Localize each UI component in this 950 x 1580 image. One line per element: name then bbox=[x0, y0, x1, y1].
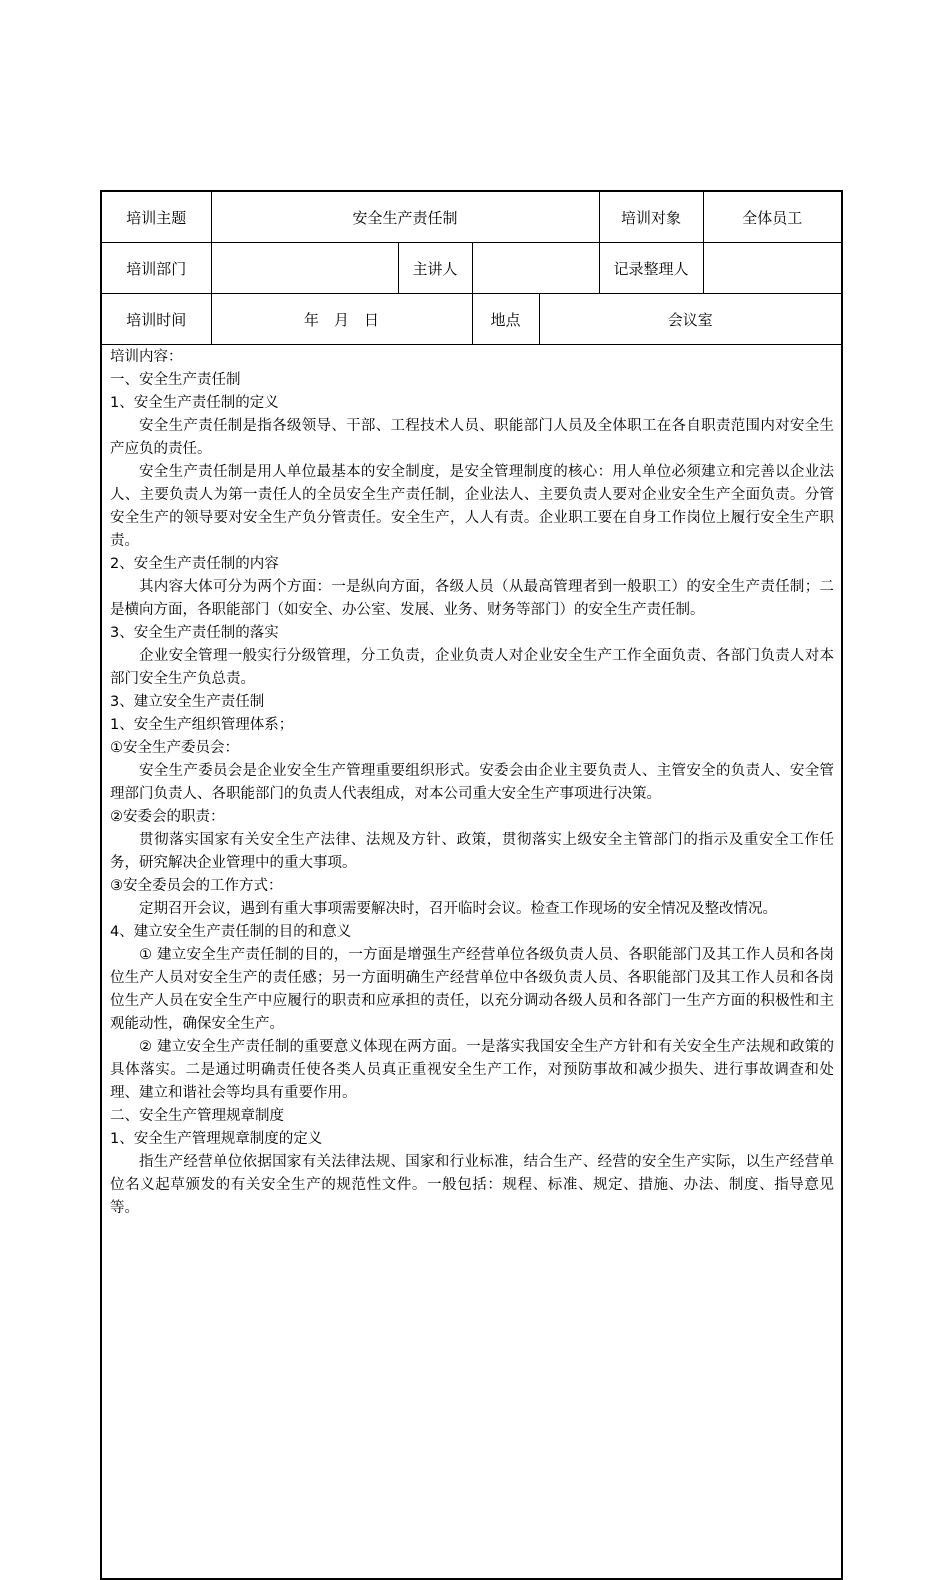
dept-value bbox=[211, 243, 398, 294]
header-row-time bbox=[102, 294, 841, 345]
paragraph: ② 建立安全生产责任制的重要意义体现在两方面。一是落实我国安全生产方针和有关安全生产法规和政策的具体落实。二是通过明确责任使各类人员真正重视安全生产工作，对预防事故和减少损失、进行事故调查和处理、建立和谐社会等均具有重要作用。 bbox=[110, 1039, 834, 1101]
paragraph: 定期召开会议，遇到有重大事项需要解决时，召开临时会议。检查工作现场的安全情况及整改情况。 bbox=[139, 901, 777, 917]
subsection-heading: 4、建立安全生产责任制的目的和意义 bbox=[110, 924, 352, 940]
paragraph: 企业安全管理一般实行分级管理，分工负责，企业负责人对企业安全生产工作全面负责、各部门负责人对本部门安全生产负总责。 bbox=[110, 648, 834, 687]
time-value: 年 月 日 bbox=[211, 294, 472, 345]
audience-label: 培训对象 bbox=[599, 192, 703, 243]
paragraph: 安全生产责任制是用人单位最基本的安全制度，是安全管理制度的核心：用人单位必须建立和完善以企业法人、主要负责人为第一责任人的全员安全生产责任制，企业法人、主要负责人要对企业安全生产全面负责。分管安全生产的领导要对安全生产负分管责任。安全生产，人人有责。企业职工要在自身工作岗位上履行安全生产职责。 bbox=[110, 464, 834, 549]
topic-value: 安全生产责任制 bbox=[211, 192, 599, 243]
section-heading: 一、安全生产责任制 bbox=[110, 372, 241, 388]
paragraph: 贯彻落实国家有关安全生产法律、法规及方针、政策，贯彻落实上级安全主管部门的指示及重安全工作任务，研究解决企业管理中的重大事项。 bbox=[110, 832, 834, 871]
section-heading: 二、安全生产管理规章制度 bbox=[110, 1108, 284, 1124]
content-heading: 培训内容： bbox=[110, 349, 183, 365]
recorder-label: 记录整理人 bbox=[599, 243, 703, 294]
training-content bbox=[110, 346, 834, 1220]
place-value: 会议室 bbox=[539, 294, 841, 345]
list-item-heading: ①安全生产委员会： bbox=[110, 740, 239, 756]
topic-label: 培训主题 bbox=[102, 192, 211, 243]
speaker-label: 主讲人 bbox=[398, 243, 472, 294]
audience-value: 全体员工 bbox=[703, 192, 841, 243]
speaker-value bbox=[472, 243, 599, 294]
dept-label: 培训部门 bbox=[102, 243, 211, 294]
recorder-value bbox=[703, 243, 841, 294]
subsection-heading: 3、建立安全生产责任制 bbox=[110, 694, 265, 710]
paragraph: ① 建立安全生产责任制的目的，一方面是增强生产经营单位各级负责人员、各职能部门及其工作人员和各岗位生产人员对安全生产的责任感；另一方面明确生产经营单位中各级负责人员、各职能部门及其工作人员和各岗位生产人员在安全生产中应履行的职责和应承担的责任，以充分调动各级人员和各部门一生产方面的积极性和主观能动性，确保安全生产。 bbox=[110, 947, 834, 1032]
header-row-dept bbox=[102, 243, 841, 294]
header-table bbox=[102, 192, 841, 345]
paragraph: 安全生产委员会是企业安全生产管理重要组织形式。安委会由企业主要负责人、主管安全的负责人、安全管理部门负责人、各职能部门的负责人代表组成，对本公司重大安全生产事项进行决策。 bbox=[110, 763, 834, 802]
subsection-heading: 1、安全生产管理规章制度的定义 bbox=[110, 1131, 323, 1147]
time-label: 培训时间 bbox=[102, 294, 211, 345]
place-label: 地点 bbox=[472, 294, 539, 345]
training-record-form bbox=[100, 190, 843, 1580]
subsection-heading: 1、安全生产组织管理体系； bbox=[110, 717, 294, 733]
subsection-heading: 3、安全生产责任制的落实 bbox=[110, 625, 279, 641]
header-row-topic bbox=[102, 192, 841, 243]
paragraph: 安全生产责任制是指各级领导、干部、工程技术人员、职能部门人员及全体职工在各自职责范围内对安全生产应负的责任。 bbox=[110, 418, 834, 457]
list-item-heading: ②安委会的职责： bbox=[110, 809, 225, 825]
subsection-heading: 1、安全生产责任制的定义 bbox=[110, 395, 279, 411]
paragraph: 其内容大体可分为两个方面：一是纵向方面，各级人员（从最高管理者到一般职工）的安全生产责任制；二是横向方面，各职能部门（如安全、办公室、发展、业务、财务等部门）的安全生产责任制。 bbox=[110, 579, 834, 618]
paragraph: 指生产经营单位依据国家有关法律法规、国家和行业标准，结合生产、经营的安全生产实际，以生产经营单位名义起草颁发的有关安全生产的规范性文件。一般包括：规程、标准、规定、措施、办法、制度、指导意见等。 bbox=[110, 1154, 834, 1216]
list-item-heading: ③安全委员会的工作方式： bbox=[110, 878, 283, 894]
subsection-heading: 2、安全生产责任制的内容 bbox=[110, 556, 279, 572]
